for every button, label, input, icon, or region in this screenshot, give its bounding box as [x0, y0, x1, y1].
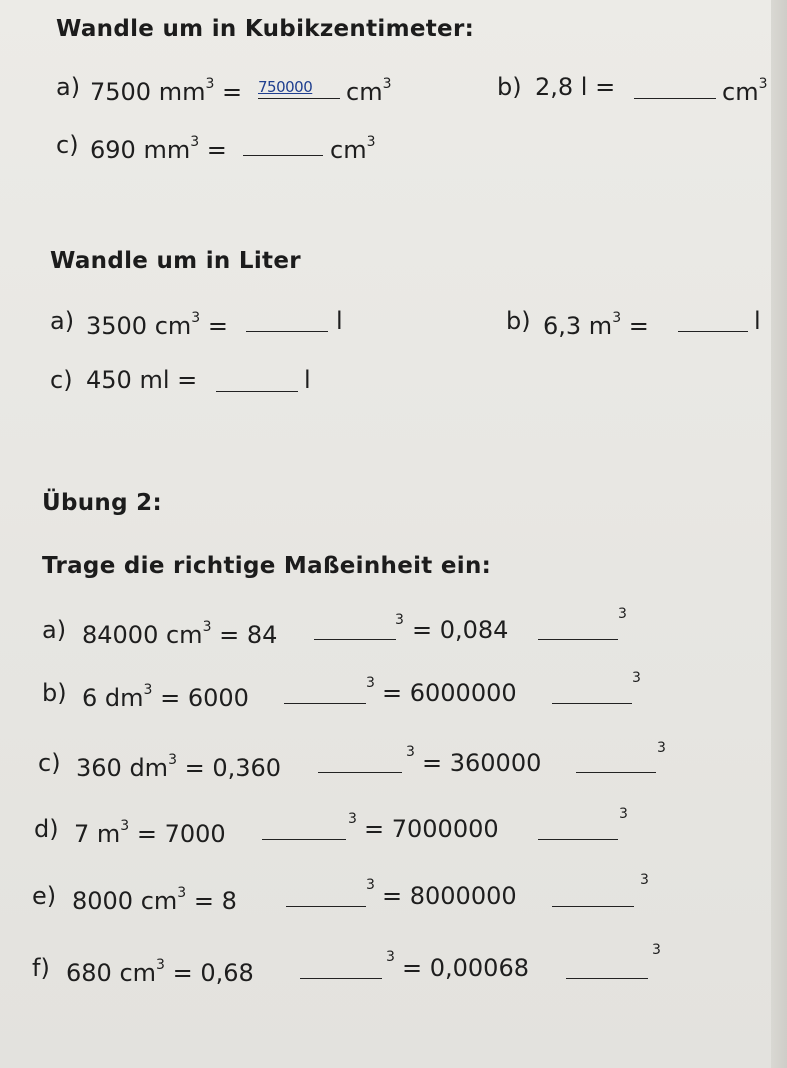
- s3-d-label: d): [34, 815, 59, 843]
- s3-b-mid2: = 6000000: [382, 679, 517, 707]
- s3-e-sup1: 3: [366, 877, 375, 893]
- s3-d-sup1: 3: [348, 811, 357, 827]
- s2-b-label: b): [506, 307, 531, 335]
- s3-a-blank2[interactable]: [538, 639, 618, 640]
- s3-f-label: f): [32, 954, 50, 982]
- section2-title: Wandle um in Liter: [50, 248, 301, 274]
- s3-e-sup2: 3: [640, 872, 649, 888]
- s1-c-expr: 690 $mm^3$ =: [90, 134, 227, 164]
- s3-e-label: e): [32, 882, 57, 910]
- paper-edge: [771, 0, 787, 1068]
- section3-title: Trage die richtige Maßeinheit ein:: [42, 553, 492, 579]
- s3-a-label: a): [42, 616, 67, 644]
- s2-a-label: a): [50, 307, 75, 335]
- s3-a-sup2: 3: [618, 606, 627, 622]
- s1-b-answer-line[interactable]: [634, 98, 716, 99]
- s3-e-blank1[interactable]: [286, 906, 366, 907]
- s3-f-blank2[interactable]: [566, 978, 648, 979]
- s1-a-unit: $cm^3$: [346, 76, 392, 106]
- s3-a-mid2: = 0,084: [412, 616, 509, 644]
- s3-f-sup2: 3: [652, 942, 661, 958]
- s3-c-blank2[interactable]: [576, 772, 656, 773]
- s3-b-left: 6 $dm^3 = 6000$: [82, 682, 249, 712]
- s3-d-sup2: 3: [619, 806, 628, 822]
- s3-b-blank2[interactable]: [552, 703, 632, 704]
- s3-a-left: 84000 $cm^3 = 84$: [82, 619, 278, 649]
- s3-b-sup2: 3: [632, 670, 641, 686]
- s2-b-unit: l: [754, 307, 761, 335]
- s1-a-answer: 750000: [258, 78, 313, 96]
- s2-b-expr: 6,3 $m^3$ =: [543, 310, 649, 340]
- s3-b-blank1[interactable]: [284, 703, 366, 704]
- s2-a-expr: 3500 $cm^3$ =: [86, 310, 228, 340]
- s2-c-answer-line[interactable]: [216, 391, 298, 392]
- s3-c-mid2: = 360000: [422, 749, 542, 777]
- s1-c-unit: $cm^3$: [330, 134, 376, 164]
- s1-b-unit: $cm^3$: [722, 76, 768, 106]
- s3-a-sup1: 3: [395, 612, 404, 628]
- s3-d-blank1[interactable]: [262, 839, 346, 840]
- s1-c-label: c): [56, 131, 79, 159]
- s3-f-blank1[interactable]: [300, 978, 382, 979]
- s2-a-answer-line[interactable]: [246, 331, 328, 332]
- exercise-title: Übung 2:: [42, 490, 162, 516]
- s3-d-left: 7 $m^3 = 7000$: [74, 818, 226, 848]
- s3-e-left: 8000 $cm^3 = 8$: [72, 885, 237, 915]
- s3-f-left: 680 $cm^3 = 0,68$: [66, 957, 254, 987]
- s3-f-mid2: = 0,00068: [402, 954, 529, 982]
- s3-b-label: b): [42, 679, 67, 707]
- s2-c-unit: l: [304, 366, 311, 394]
- s3-a-blank1[interactable]: [314, 639, 396, 640]
- s3-e-blank2[interactable]: [552, 906, 634, 907]
- s3-c-left: 360 $dm^3 = 0,360$: [76, 752, 282, 782]
- s1-b-label: b): [497, 73, 522, 101]
- s2-a-unit: l: [336, 307, 343, 335]
- s1-a-expr: 7500 $mm^3$ =: [90, 76, 243, 106]
- s3-e-mid2: = 8000000: [382, 882, 517, 910]
- section1-title: Wandle um in Kubikzentimeter:: [56, 16, 475, 42]
- s3-d-mid2: = 7000000: [364, 815, 499, 843]
- s3-c-label: c): [38, 749, 61, 777]
- s1-a-answer-line: [258, 98, 340, 99]
- s3-f-sup1: 3: [386, 949, 395, 965]
- s1-a-label: a): [56, 73, 81, 101]
- s1-b-expr: 2,8 l =: [535, 73, 616, 101]
- s2-b-answer-line[interactable]: [678, 331, 748, 332]
- s1-c-answer-line[interactable]: [243, 155, 323, 156]
- s3-d-blank2[interactable]: [538, 839, 618, 840]
- s2-c-expr: 450 ml =: [86, 366, 198, 394]
- s3-c-blank1[interactable]: [318, 772, 402, 773]
- s3-c-sup1: 3: [406, 744, 415, 760]
- s3-b-sup1: 3: [366, 675, 375, 691]
- s2-c-label: c): [50, 366, 73, 394]
- s3-c-sup2: 3: [657, 740, 666, 756]
